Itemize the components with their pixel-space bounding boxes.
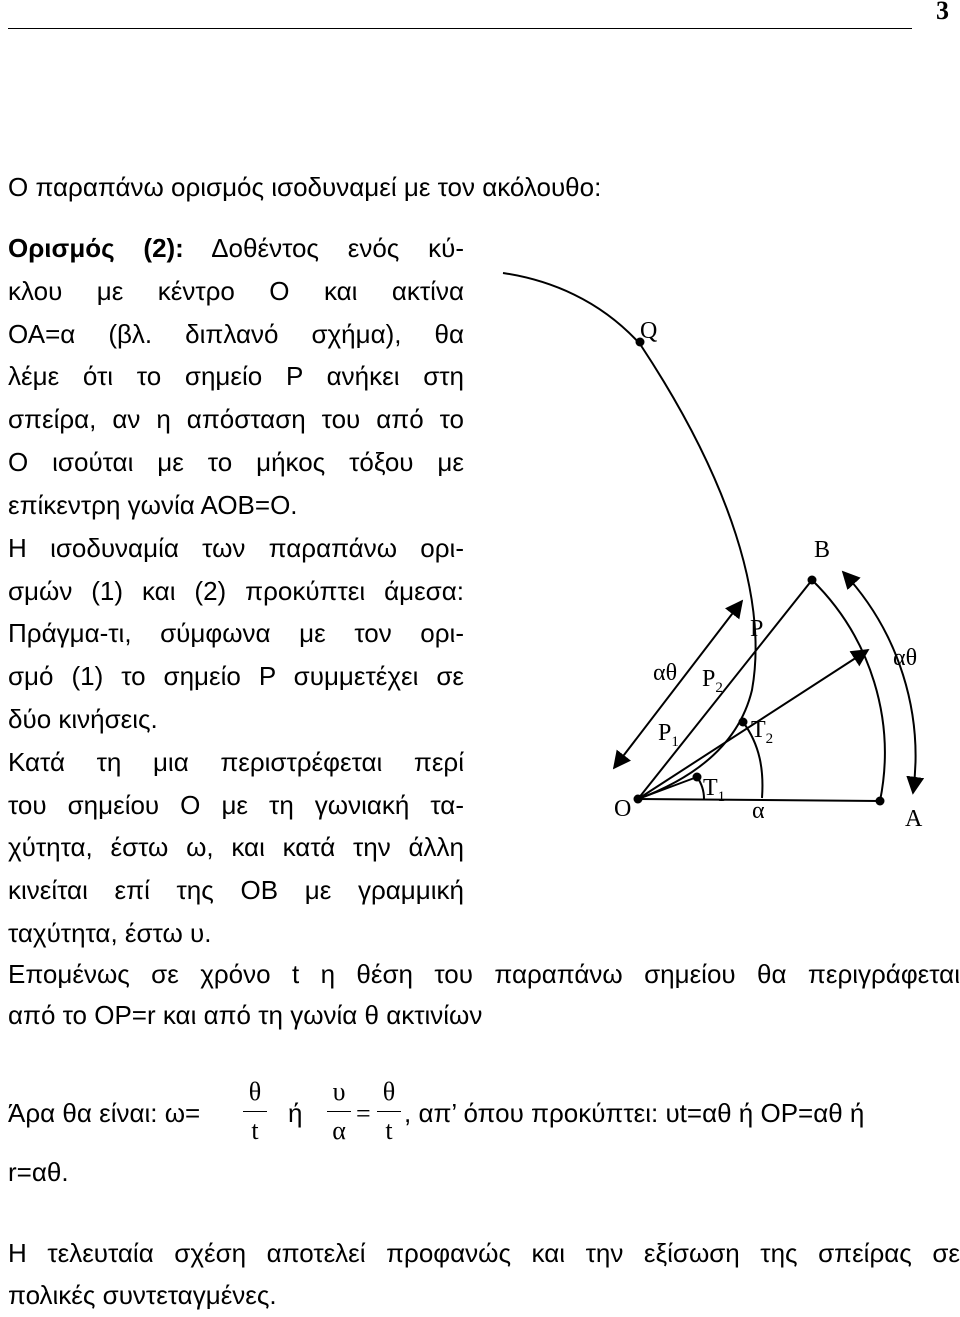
page-number: 3 (936, 0, 949, 25)
point-T2 (739, 718, 748, 727)
point-O (634, 795, 643, 804)
definition-line-3: ΟΑ=α (βλ. διπλανό σχήμα), θα (8, 319, 464, 349)
point-A (876, 797, 885, 806)
label-T1-main: T (703, 775, 718, 801)
point-B (808, 576, 817, 585)
arrow-atheta-right (843, 572, 916, 793)
formula-suffix: , απ’ όπου προκύπτει: υt=αθ ή ΟΡ=αθ ή (404, 1098, 865, 1128)
label-T1-sub: 1 (717, 789, 726, 805)
fraction-denominator: t (385, 1116, 393, 1145)
fraction-numerator: θ (248, 1077, 262, 1106)
equivalence-line-3: Πράγμα-τι, σύμφωνα με τον ορι- (8, 618, 464, 648)
formula-or: ή (288, 1098, 303, 1128)
definition-label: Ορισμός (2): (8, 233, 184, 263)
definition-line-7: επίκεντρη γωνία ΑΟΒ=Ο. (8, 490, 298, 520)
conclusion-line-2: πολικές συντεταγμένες. (8, 1280, 277, 1310)
label-T2-main: T (751, 717, 766, 743)
motion-line-4: κινείται επί της ΟΒ με γραμμική (8, 875, 464, 905)
ray-OB (638, 580, 812, 799)
fraction-denominator: t (251, 1116, 259, 1145)
label-P1-sub: 1 (671, 734, 679, 750)
label-T1 (703, 775, 725, 805)
label-atheta-left: αθ (653, 660, 678, 686)
label-A: A (905, 806, 923, 832)
label-P1-main: P (658, 720, 672, 746)
label-alpha: α (752, 798, 765, 824)
definition-text: Δοθέντος ενός κύ- (211, 233, 464, 263)
label-T2-sub: 2 (765, 731, 774, 747)
position-line-2: από το ΟΡ=r και από τη γωνία θ ακτινίων (8, 1000, 483, 1030)
motion-line-2: του σημείου Ο με τη γωνιακή τα- (8, 790, 464, 820)
label-atheta-right: αθ (893, 645, 918, 671)
equivalence-line-5: δύο κινήσεις. (8, 704, 158, 734)
equivalence-line-2: σμών (1) και (2) προκύπτει άμεσα: (8, 576, 464, 606)
label-Q: Q (640, 318, 658, 344)
definition-line-5: σπείρα, αν η απόσταση του από το (8, 404, 464, 434)
formula-prefix: Άρα θα είναι: ω= (8, 1098, 201, 1128)
equivalence-line-1: Η ισοδυναμία των παραπάνω ορι- (8, 533, 464, 563)
motion-line-1: Κατά τη μια περιστρέφεται περί (8, 747, 464, 777)
point-T1 (693, 773, 702, 782)
definition-line-2: κλου με κέντρο Ο και ακτίνα (8, 276, 464, 306)
motion-line-5: ταχύτητα, έστω υ. (8, 918, 212, 948)
definition-line-6: Ο ισούται με το μήκος τόξου με (8, 447, 464, 477)
label-P2 (702, 666, 723, 696)
label-T2 (751, 717, 773, 747)
label-P1 (658, 720, 679, 750)
label-B: B (814, 537, 831, 563)
definition-line-4: λέμε ότι το σημείο Ρ ανήκει στη (8, 361, 464, 391)
fraction-numerator: υ (332, 1077, 346, 1106)
label-P: P (750, 616, 764, 642)
formula-tail: r=αθ. (8, 1157, 69, 1187)
formula-equals: = (356, 1099, 371, 1128)
spiral-curve (503, 273, 756, 799)
fraction-denominator: α (332, 1116, 346, 1145)
label-O: O (614, 796, 632, 822)
equivalence-line-4: σμό (1) το σημείο Ρ συμμετέχει σε (8, 661, 464, 691)
intro-text: Ο παραπάνω ορισμός ισοδυναμεί με τον ακόλουθο: (8, 172, 602, 202)
fraction-numerator: θ (382, 1077, 396, 1106)
conclusion-line-1: Η τελευταία σχέση αποτελεί προφανώς και την εξίσωση της σπείρας σε (8, 1238, 960, 1268)
motion-line-3: χύτητα, έστω ω, και κατά την άλλη (8, 832, 464, 862)
position-line-1: Επομένως σε χρόνο t η θέση του παραπάνω σημείου θα περιγράφεται (8, 959, 960, 989)
label-P2-main: P (702, 666, 716, 692)
label-P2-sub: 2 (715, 680, 723, 696)
